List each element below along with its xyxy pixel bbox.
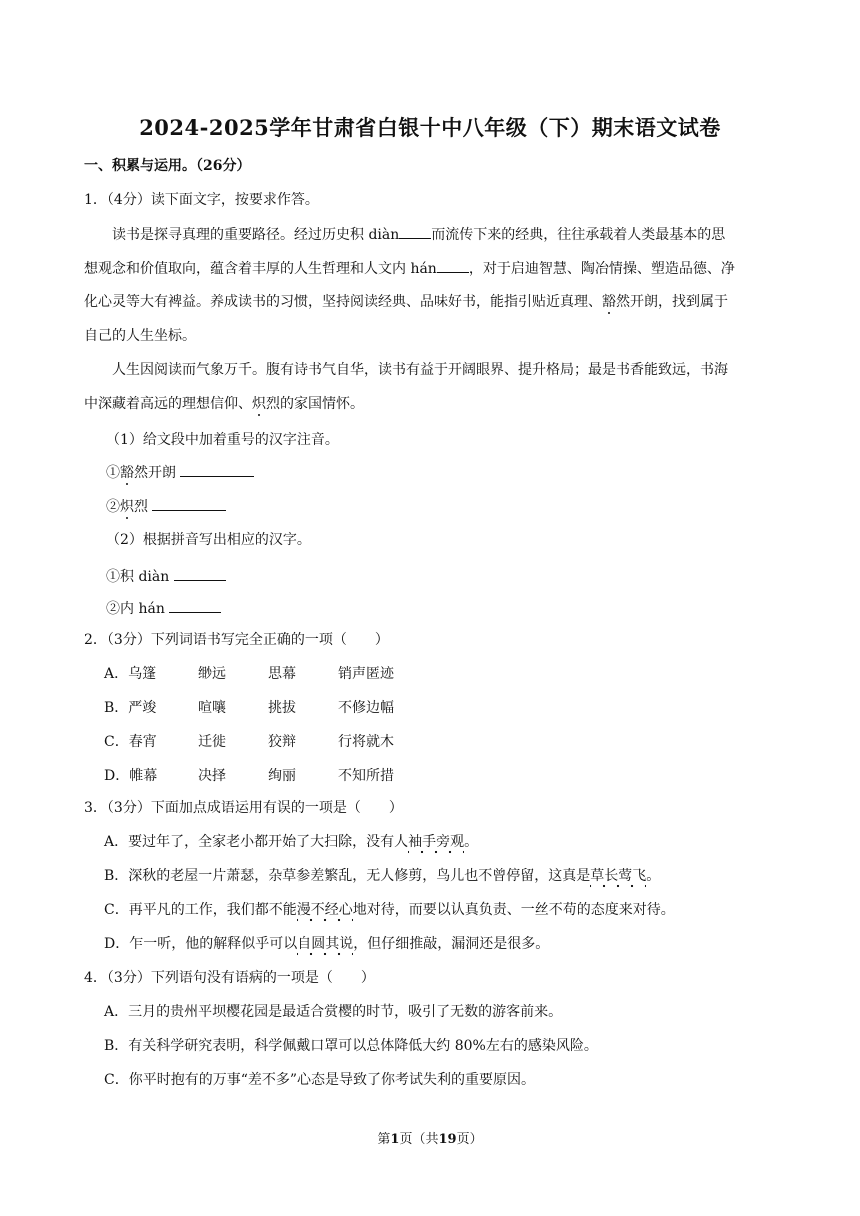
q3-heading: 3．（3分）下面加点成语运用有误的一项是（ ） — [84, 800, 403, 816]
q1-passage-line: 想观念和价值取向，蕴含着丰厚的人生哲理和人文内 hán ，对于启迪智慧、陶冶情操、塑造品德、净 — [84, 258, 735, 279]
emphasis-idiom: 漫不经心 — [297, 902, 353, 922]
q1-subquestion-1: （1）给文段中加着重号的汉字注音。 — [106, 432, 339, 448]
q4-heading: 4．（3分）下列语句没有语病的一项是（ ） — [84, 970, 375, 986]
answer-blank[interactable] — [169, 598, 221, 613]
q1-passage-line: 化心灵等大有裨益。养成读书的习惯，坚持阅读经典、品味好书，能指引贴近真理、豁然开朗，找到属于 — [84, 294, 728, 310]
q1-subquestion-2: （2）根据拼音写出相应的汉字。 — [106, 532, 311, 548]
current-page: 1 — [390, 1132, 400, 1147]
q1-passage-line: 人生因阅读而气象万千。腹有诗书气自华，读书有益于开阔眼界、提升格局；最是书香能致远，书海 — [112, 362, 728, 378]
q1-answer-item: ①豁然开朗 — [106, 462, 254, 483]
answer-blank[interactable] — [174, 566, 226, 581]
emphasis-idiom: 自圆其说 — [297, 936, 353, 956]
emphasis-char: 豁 — [602, 294, 616, 310]
section-heading-1: 一、积累与运用。（26分） — [84, 158, 251, 174]
q1-answer-item: ①积 diàn — [106, 566, 226, 587]
q1-passage-line: 自己的人生坐标。 — [84, 328, 196, 344]
answer-blank[interactable] — [180, 462, 254, 477]
fill-blank — [437, 258, 469, 273]
q2-option-b[interactable]: B．严竣 喧嚷 挑拔 不修边幅 — [104, 700, 394, 716]
emphasis-idiom: 袖手旁观 — [408, 834, 464, 854]
q4-option-c[interactable]: C．你平时抱有的万事“差不多”心态是导致了你考试失利的重要原因。 — [104, 1072, 536, 1088]
emphasis-char: 炽 — [252, 396, 266, 412]
emphasis-idiom: 草长莺飞 — [590, 868, 646, 888]
q2-option-d[interactable]: D．帷幕 决择 绚丽 不知所措 — [104, 768, 394, 784]
page-footer: 第1页（共19页） — [377, 1132, 483, 1147]
q3-option-b[interactable]: B．深秋的老屋一片萧瑟，杂草参差繁乱，无人修剪，鸟儿也不曾停留，这真是草长莺飞。 — [104, 866, 660, 886]
fill-blank — [399, 224, 431, 239]
q4-option-a[interactable]: A．三月的贵州平坝樱花园是最适合赏樱的时节，吸引了无数的游客前来。 — [104, 1004, 563, 1020]
q1-answer-item: ②内 hán — [106, 598, 221, 619]
q1-answer-item: ②炽烈 — [106, 496, 226, 517]
q1-passage-line: 读书是探寻真理的重要路径。经过历史积 diàn 而流传下来的经典，往往承载着人类最基本的思 — [112, 224, 725, 245]
q3-option-d[interactable]: D．乍一听，他的解释似乎可以自圆其说，但仔细推敲，漏洞还是很多。 — [104, 934, 549, 954]
answer-blank[interactable] — [152, 496, 226, 511]
q1-passage-line: 中深藏着高远的理想信仰、炽烈的家国情怀。 — [84, 396, 364, 412]
q4-option-b[interactable]: B．有关科学研究表明，科学佩戴口罩可以总体降低大约 80%左右的感染风险。 — [104, 1038, 598, 1054]
q1-heading: 1．（4分）读下面文字，按要求作答。 — [84, 192, 319, 208]
total-pages: 19 — [438, 1132, 457, 1147]
q3-option-a[interactable]: A．要过年了，全家老小都开始了大扫除，没有人袖手旁观。 — [104, 832, 478, 852]
exam-title: 2024-2025学年甘肃省白银十中八年级（下）期末语文试卷 — [139, 115, 721, 140]
q3-option-c[interactable]: C．再平凡的工作，我们都不能漫不经心地对待，而要以认真负责、一丝不苟的态度来对待。 — [104, 900, 675, 920]
q2-option-a[interactable]: A．乌篷 缈远 思幕 销声匿迹 — [104, 666, 394, 682]
q2-option-c[interactable]: C．春宵 迁徙 狡辩 行将就木 — [104, 734, 394, 750]
q2-heading: 2．（3分）下列词语书写完全正确的一项（ ） — [84, 632, 389, 648]
